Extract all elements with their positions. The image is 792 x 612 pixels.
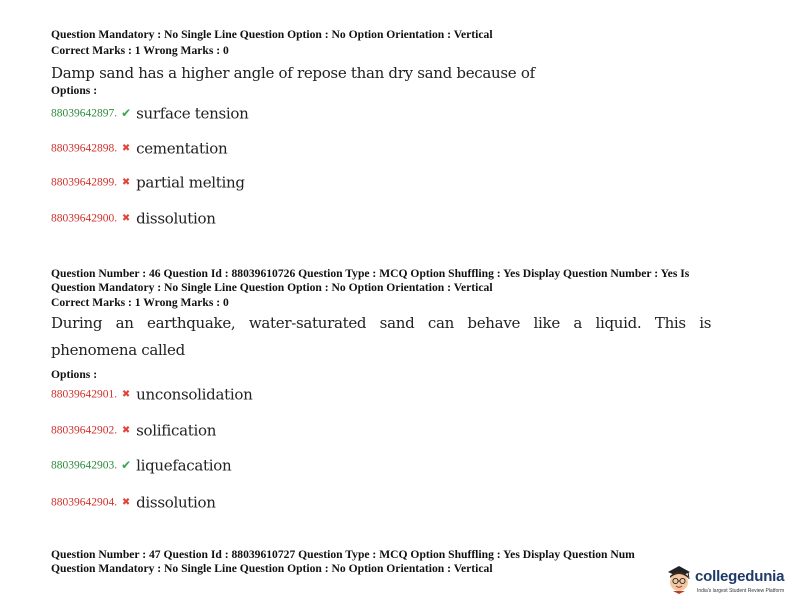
q46-options-label: Options :	[51, 368, 98, 381]
q46-option-1	[51, 385, 252, 405]
logo-tagline: India's largest Student Review Platform	[697, 588, 785, 594]
q45-question-text: Damp sand has a higher angle of repose than dry sand because of	[51, 64, 535, 82]
option-text: solification	[136, 421, 217, 440]
cross-icon: ✖	[121, 176, 131, 188]
option-id: 88039642904.	[51, 496, 118, 509]
logo-brand-text: collegedunia	[695, 568, 785, 585]
option-text: dissolution	[136, 493, 216, 512]
q46-header-line: Question Number : 46 Question Id : 88039610726 Question Type : MCQ Option Shuffling : Yes Display Question Number : Yes Is	[51, 267, 690, 280]
q46-question-text-line1: During an earthquake, water-saturated sand can behave like a liquid. This is	[51, 314, 712, 332]
q45-options-label: Options :	[51, 84, 98, 97]
q47-header-line: Question Number : 47 Question Id : 88039610727 Question Type : MCQ Option Shuffling : Yes Display Question Num	[51, 548, 635, 561]
mascot-icon	[666, 564, 692, 594]
option-id: 88039642902.	[51, 424, 118, 437]
cross-icon: ✖	[121, 496, 131, 508]
option-id: 88039642901.	[51, 388, 118, 401]
option-text: dissolution	[136, 209, 216, 228]
option-text: unconsolidation	[136, 385, 253, 404]
q45-option-4	[51, 209, 216, 229]
option-id: 88039642899.	[51, 176, 118, 189]
cross-icon: ✖	[121, 388, 131, 400]
q46-option-3	[51, 456, 231, 476]
q45-option-1	[51, 104, 248, 124]
option-text: cementation	[136, 139, 228, 158]
check-icon: ✔	[121, 457, 132, 472]
option-id: 88039642897.	[51, 107, 118, 120]
option-text: surface tension	[136, 104, 249, 123]
q46-marks-line: Correct Marks : 1 Wrong Marks : 0	[51, 296, 229, 309]
option-text: partial melting	[136, 173, 245, 192]
q46-option-4	[51, 493, 216, 513]
option-id: 88039642903.	[51, 459, 118, 472]
q45-option-2	[51, 139, 227, 159]
q46-settings-line: Question Mandatory : No Single Line Question Option : No Option Orientation : Vertical	[51, 281, 493, 294]
option-id: 88039642898.	[51, 142, 118, 155]
q46-question-text-line2: phenomena called	[51, 341, 185, 359]
cross-icon: ✖	[121, 424, 131, 436]
q45-settings-line: Question Mandatory : No Single Line Question Option : No Option Orientation : Vertical	[51, 28, 493, 41]
q45-option-3	[51, 173, 245, 193]
cross-icon: ✖	[121, 142, 131, 154]
cross-icon: ✖	[121, 212, 131, 224]
q47-settings-line: Question Mandatory : No Single Line Question Option : No Option Orientation : Vertical	[51, 562, 493, 575]
collegedunia-logo	[664, 560, 788, 606]
option-text: liquefacation	[136, 456, 232, 475]
check-icon: ✔	[121, 105, 132, 120]
q45-marks-line: Correct Marks : 1 Wrong Marks : 0	[51, 44, 229, 57]
option-id: 88039642900.	[51, 212, 118, 225]
q46-option-2	[51, 421, 216, 441]
